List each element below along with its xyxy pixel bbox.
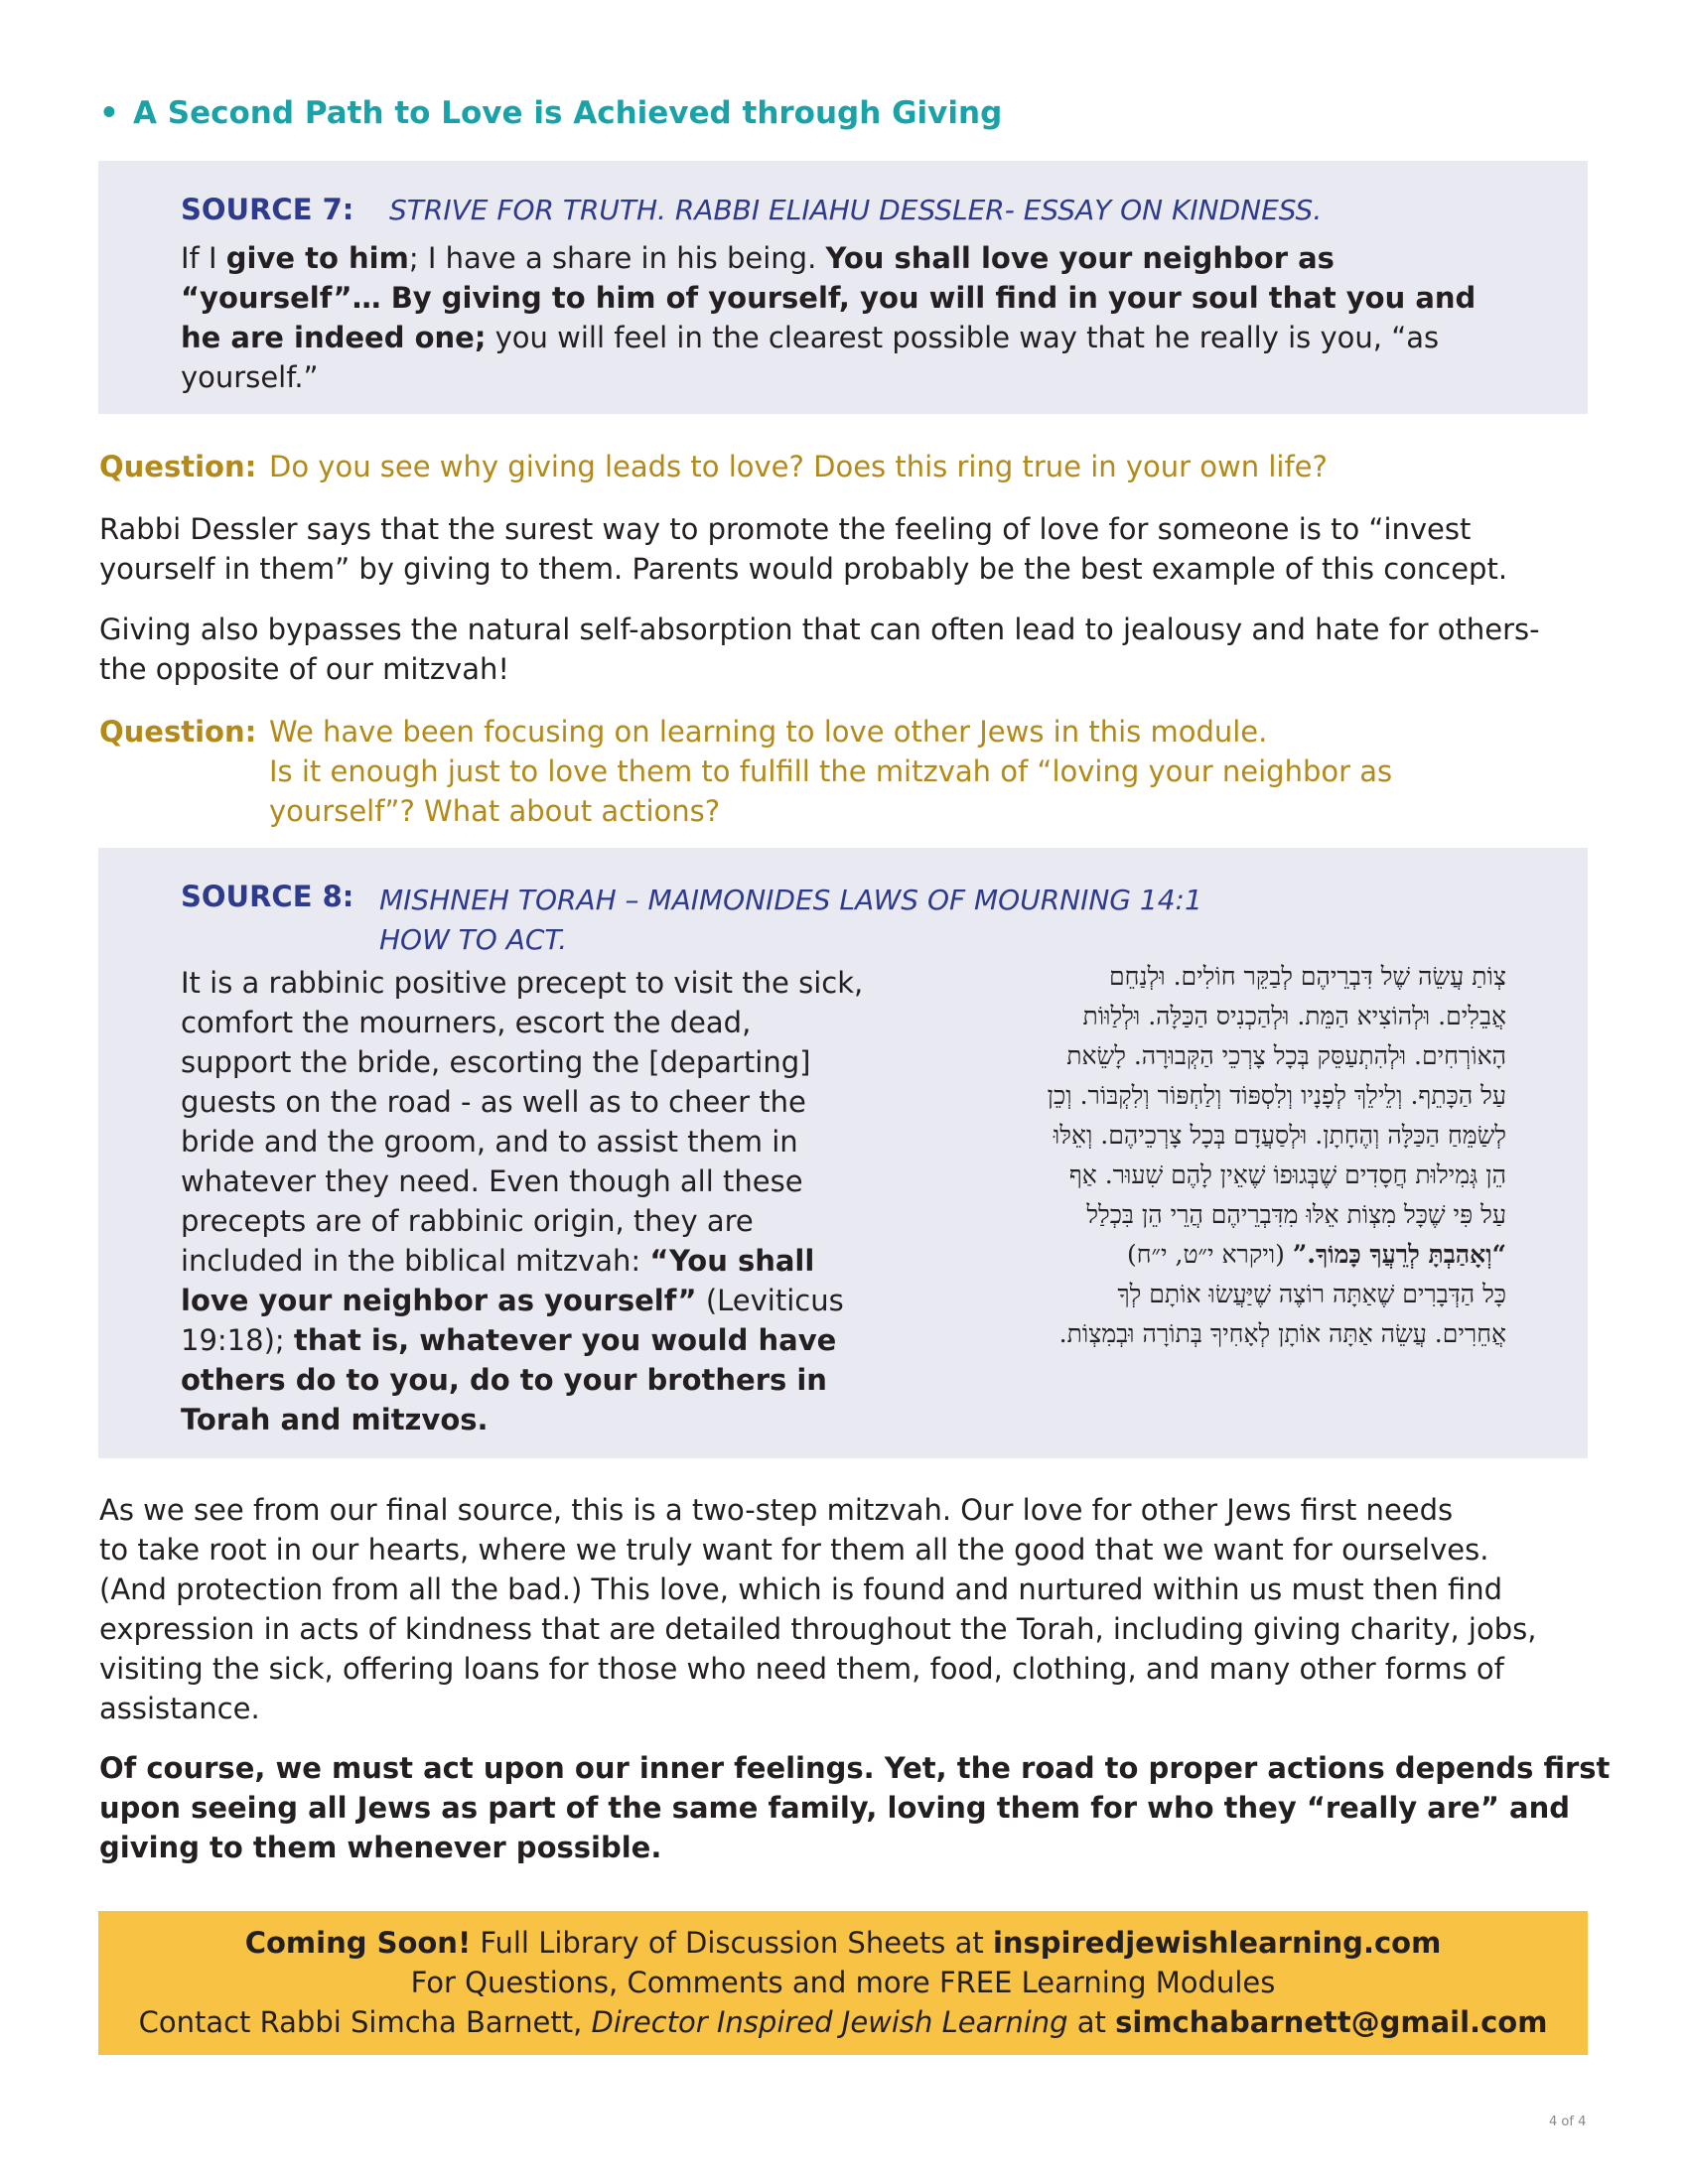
banner-line: Coming Soon! Full Library of Discussion Sheets at inspiredjewishlearning.com bbox=[244, 1926, 1442, 1960]
text-line: bride and the groom, and to assist them in bbox=[181, 1125, 798, 1159]
text-line: whatever they need. Even though all these bbox=[181, 1164, 803, 1198]
text-line: included in the biblical mitzvah: “You shall bbox=[181, 1244, 815, 1278]
text-line: support the bride, escorting the [departing] bbox=[181, 1045, 811, 1079]
text-line: precepts are of rabbinic origin, they are bbox=[181, 1204, 754, 1238]
source-7-text bbox=[181, 238, 1476, 397]
banner-line: For Questions, Comments and more FREE Learning Modules bbox=[410, 1966, 1276, 1999]
source-7-title: STRIVE FOR TRUTH. RABBI ELIAHU DESSLER- ESSAY ON KINDNESS. bbox=[389, 194, 1323, 226]
hebrew-line: הֵן גְּמִילוּת חֲסָדִים שֶׁבְּגוּפוֹ שֶׁאֵין לָהֶם שִׁעוּר. אַף bbox=[1068, 1160, 1506, 1189]
text-line: 19:18); that is, whatever you would have bbox=[181, 1323, 837, 1357]
text-line: guests on the road - as well as to cheer the bbox=[181, 1085, 806, 1119]
text-line: he are indeed one; you will feel in the clearest possible way that he really is you, “as bbox=[181, 321, 1440, 354]
hebrew-line: צְוֹתַ עֲשֵׂה שֶׁל דִּבְרֵיהֶם לְבַקֵּר חוֹלִים. וּלְנַחֵם bbox=[1109, 962, 1506, 991]
text-line: Giving also bypasses the natural self-absorption that can often lead to jealousy and hate for others- bbox=[99, 613, 1540, 646]
text-line: others do to you, do to your brothers in bbox=[181, 1363, 827, 1397]
hebrew-line: “וְאָהַבְתָּ לְרֵעֲךָ כָּמוֹךָ.” (ויקרא י״ט, י״ח) bbox=[1126, 1240, 1506, 1269]
paragraph-4 bbox=[99, 1748, 1610, 1867]
page-number: 4 of 4 bbox=[1549, 2115, 1587, 2129]
section-heading bbox=[99, 95, 1002, 131]
text-line: “yourself”… By giving to him of yourself, you will find in your soul that you and bbox=[181, 281, 1477, 315]
question-label: Question: bbox=[99, 450, 257, 483]
text-line: Torah and mitzvos. bbox=[181, 1403, 489, 1436]
text-line: to take root in our hearts, where we truly want for them all the good that we want for ourselves. bbox=[99, 1533, 1489, 1567]
text-line: If I give to him; I have a share in his being. You shall love your neighbor as bbox=[181, 241, 1335, 275]
contact-banner bbox=[98, 1911, 1588, 2055]
hebrew-line: עַל פִּי שֶׁכָּל מִצְוֹת אֵלּוּ מִדִּבְרֵיהֶם הֲרֵי הֵן בִּכְלַל bbox=[1086, 1200, 1506, 1229]
text-line: Rabbi Dessler says that the surest way to promote the feeling of love for someone is to “invest bbox=[99, 512, 1472, 546]
hebrew-line: הָאוֹרְחִים. וּלְהִתְעַסֵּק בְּכָל צָרְכֵי הַקְּבוּרָה. לָשֵׂאת bbox=[1066, 1041, 1506, 1070]
source-8-hebrew bbox=[791, 957, 1506, 1354]
hebrew-line: אֲחֵרִים. עֲשֵׂה אַתָּה אוֹתָן לְאָחִיךָ בְּתוֹרָה וּבְמִצְוֹת. bbox=[1058, 1319, 1506, 1348]
paragraph-1 bbox=[99, 509, 1507, 589]
question-text: yourself”? What about actions? bbox=[269, 794, 721, 828]
text-line: love your neighbor as yourself” (Leviticus bbox=[181, 1284, 844, 1317]
banner-line: Contact Rabbi Simcha Barnett, Director Inspired Jewish Learning at simchabarnett@gmail.com bbox=[138, 2005, 1548, 2039]
source-8-box bbox=[98, 848, 1588, 1458]
source-8-title bbox=[379, 881, 1202, 960]
text-line: upon seeing all Jews as part of the same family, loving them for who they “really are” and bbox=[99, 1791, 1570, 1825]
hebrew-line: עַל הַכָּתֵף. וְלֵילֵךְ לְפָנָיו וְלִסְפּוֹד וְלַחְפּוֹר וְלִקְבּוֹר. וְכֵן bbox=[1047, 1081, 1506, 1110]
text-line: visiting the sick, offering loans for those who need them, food, clothing, and many other forms of bbox=[99, 1652, 1504, 1686]
source-7-box bbox=[98, 161, 1588, 414]
source-8-label: SOURCE 8: bbox=[181, 880, 354, 913]
title-line: HOW TO ACT. bbox=[379, 923, 568, 956]
text-line: yourself.” bbox=[181, 360, 319, 394]
text-line: comfort the mourners, escort the dead, bbox=[181, 1006, 752, 1039]
hebrew-line: לְשַׂמֵּחַ הַכַּלָּה וְהֶחָתָן. וּלְסַעֲדָם בְּכָל צָרְכֵיהֶם. וְאֵלּוּ bbox=[1053, 1121, 1506, 1150]
text-line: As we see from our final source, this is a two-step mitzvah. Our love for other Jews first needs bbox=[99, 1493, 1454, 1527]
text-line: Of course, we must act upon our inner feelings. Yet, the road to proper actions depends first bbox=[99, 1751, 1611, 1785]
hebrew-line: כָּל הַדְּבָרִים שֶׁאַתָּה רוֹצֶה שֶׁיַּעֲשׂוּ אוֹתָם לְךָ bbox=[1117, 1280, 1506, 1308]
text-line: (And protection from all the bad.) This love, which is found and nurtured within us must then find bbox=[99, 1572, 1503, 1606]
text-line: It is a rabbinic positive precept to visit the sick, bbox=[181, 966, 864, 1000]
source-7-label: SOURCE 7: bbox=[181, 193, 354, 226]
paragraph-3 bbox=[99, 1490, 1536, 1728]
question-text: Do you see why giving leads to love? Does this ring true in your own life? bbox=[269, 450, 1328, 483]
text-line: giving to them whenever possible. bbox=[99, 1831, 662, 1864]
hebrew-line: אֲבֵלִים. וּלְהוֹצִיא הַמֵּת. וּלְהַכְנִיס הַכַּלָּה. וּלְלַוּוֹת bbox=[1082, 1002, 1506, 1030]
heading-text: A Second Path to Love is Achieved through Giving bbox=[133, 95, 1003, 131]
bullet-icon: • bbox=[99, 95, 119, 131]
question-text: Is it enough just to love them to fulfill the mitzvah of “loving your neighbor as bbox=[269, 754, 1393, 788]
source-8-english bbox=[181, 963, 863, 1439]
question-text: We have been focusing on learning to love other Jews in this module. bbox=[269, 715, 1268, 749]
website-link[interactable]: inspiredjewishlearning.com bbox=[992, 1926, 1442, 1960]
text-line: the opposite of our mitzvah! bbox=[99, 652, 509, 686]
question-1 bbox=[99, 447, 1328, 486]
text-line: expression in acts of kindness that are detailed throughout the Torah, including giving charity, jobs, bbox=[99, 1612, 1537, 1646]
title-line: MISHNEH TORAH – MAIMONIDES LAWS OF MOURNING 14:1 bbox=[379, 884, 1202, 916]
text-line: yourself in them” by giving to them. Parents would probably be the best example of this concept. bbox=[99, 552, 1508, 586]
text-line: assistance. bbox=[99, 1692, 260, 1725]
email-link[interactable]: simchabarnett@gmail.com bbox=[1115, 2005, 1548, 2039]
question-2 bbox=[99, 712, 1392, 831]
question-label: Question: bbox=[99, 715, 257, 749]
paragraph-2 bbox=[99, 610, 1540, 689]
